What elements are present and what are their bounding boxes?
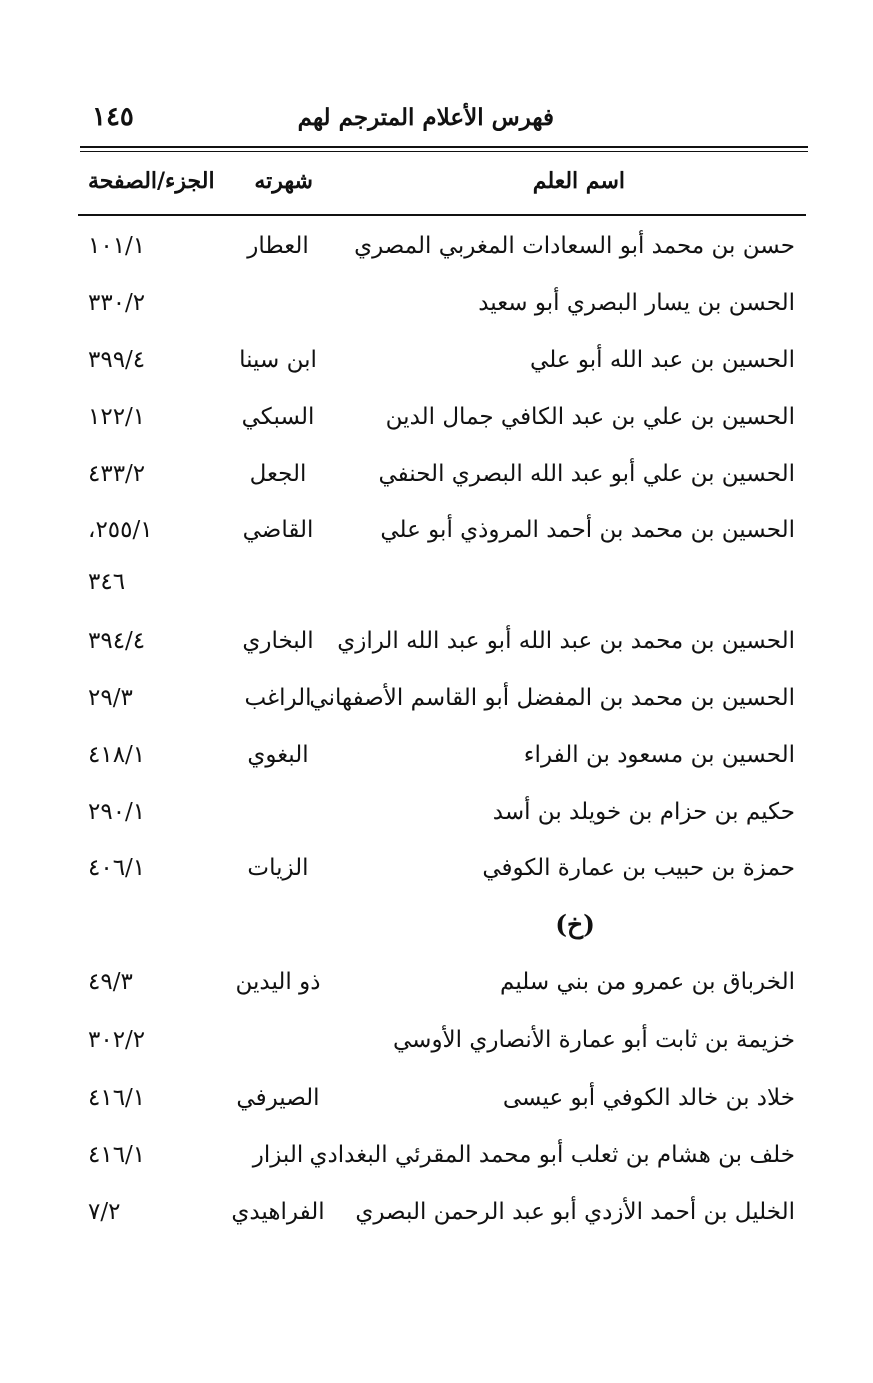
- row-ref: ٧/٢: [88, 1199, 121, 1225]
- row-ref: ٢٩٠/١: [88, 799, 146, 825]
- row-ref: ٤١٨/١: [88, 742, 146, 768]
- row-fame: البخاري: [242, 628, 314, 654]
- table-row: [0, 397, 873, 437]
- row-fame: الزيات: [247, 855, 309, 881]
- row-ref: ٤١٦/١: [88, 1142, 146, 1168]
- row-fame: القاضي: [242, 517, 314, 543]
- table-row: [0, 678, 873, 718]
- row-ref: ٢٥٥/١،: [88, 517, 153, 543]
- page-title: فهرس الأعلام المترجم لهم: [297, 104, 554, 131]
- table-row: [0, 735, 873, 775]
- table-row: [0, 621, 873, 661]
- row-fame: البزار: [252, 1142, 304, 1168]
- row-name: الحسين بن عبد الله أبو علي: [530, 347, 795, 373]
- row-name: خلاد بن خالد الكوفي أبو عيسى: [502, 1085, 795, 1111]
- table-row: [0, 962, 873, 1002]
- table-row: [0, 1135, 873, 1175]
- table-row: [0, 340, 873, 380]
- column-header-fame: شهرته: [254, 168, 313, 194]
- row-fame: ذو اليدين: [235, 969, 321, 995]
- row-name: الخليل بن أحمد الأزدي أبو عبد الرحمن البصري: [355, 1199, 795, 1225]
- table-row: [0, 226, 873, 266]
- row-fame: السبكي: [241, 404, 315, 430]
- row-fame: الفراهيدي: [231, 1199, 325, 1225]
- row-ref: ٣٩٩/٤: [88, 347, 146, 373]
- header-rule-thin: [80, 151, 808, 152]
- row-name: الحسين بن محمد بن أحمد المروذي أبو علي: [380, 517, 795, 543]
- table-row: [0, 848, 873, 888]
- table-row: [0, 510, 873, 550]
- row-ref: ١٢٢/١: [88, 404, 146, 430]
- row-ref: ٣٣٠/٢: [88, 290, 146, 316]
- row-name: الحسن بن يسار البصري أبو سعيد: [478, 290, 795, 316]
- row-ref: ٣٩٤/٤: [88, 628, 146, 654]
- row-fame: الصيرفي: [236, 1085, 320, 1111]
- section-letter-heading: (خ): [555, 910, 595, 939]
- row-ref: ٤١٦/١: [88, 1085, 146, 1111]
- header-rule-thick: [80, 146, 808, 148]
- row-fame: البغوي: [247, 742, 309, 768]
- row-name: الحسين بن علي بن عبد الكافي جمال الدين: [385, 404, 795, 430]
- row-ref: ٣٠٢/٢: [88, 1027, 146, 1053]
- row-name: حكيم بن حزام بن خويلد بن أسد: [492, 799, 795, 825]
- row-name: الخرباق بن عمرو من بني سليم: [500, 969, 795, 995]
- row-fame: الجعل: [249, 461, 307, 487]
- row-name: الحسين بن علي أبو عبد الله البصري الحنفي: [378, 461, 795, 487]
- row-name: الحسين بن محمد بن المفضل أبو القاسم الأصفهاني: [309, 685, 795, 711]
- column-header-ref: الجزء/الصفحة: [88, 168, 215, 194]
- row-name: الحسين بن محمد بن عبد الله أبو عبد الله الرازي: [337, 628, 795, 654]
- table-row: [0, 1020, 873, 1060]
- row-name: حمزة بن حبيب بن عمارة الكوفي: [482, 855, 795, 881]
- row-ref: ٣٤٦: [88, 569, 126, 595]
- row-name: خزيمة بن ثابت أبو عمارة الأنصاري الأوسي: [393, 1027, 795, 1053]
- row-name: الحسين بن مسعود بن الفراء: [523, 742, 795, 768]
- table-row: [0, 792, 873, 832]
- row-fame: ابن سينا: [239, 347, 317, 373]
- table-row: [0, 283, 873, 323]
- row-fame: الراغب: [244, 685, 312, 711]
- row-name: حسن بن محمد أبو السعادات المغربي المصري: [354, 233, 795, 259]
- row-ref: ٤٩/٣: [88, 969, 133, 995]
- table-row: [0, 454, 873, 494]
- running-head: [78, 100, 806, 140]
- table-row: [0, 1078, 873, 1118]
- row-ref: ٤٣٣/٢: [88, 461, 146, 487]
- table-row: [0, 1192, 873, 1232]
- row-ref: ٤٠٦/١: [88, 855, 146, 881]
- row-name: خلف بن هشام بن ثعلب أبو محمد المقرئي البغدادي: [309, 1142, 795, 1168]
- row-ref: ٢٩/٣: [88, 685, 133, 711]
- table-row: [0, 562, 873, 602]
- page-number: ١٤٥: [92, 102, 134, 132]
- row-ref: ١٠١/١: [88, 233, 146, 259]
- row-fame: العطار: [247, 233, 309, 259]
- column-header-name: اسم العلم: [532, 168, 625, 194]
- column-header-rule: [78, 214, 806, 216]
